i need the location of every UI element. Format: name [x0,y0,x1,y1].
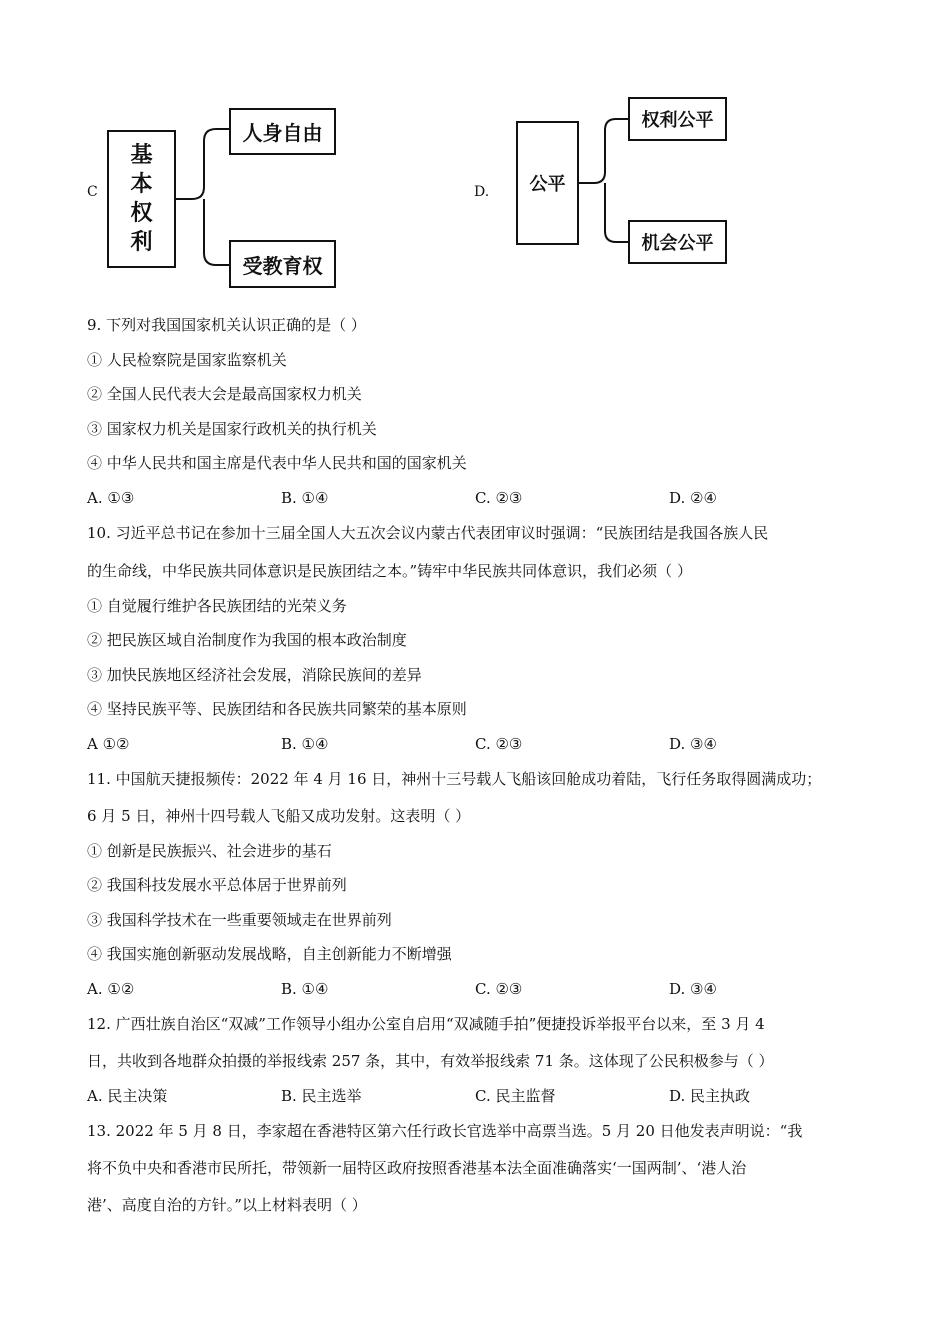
q10-item: ① 自觉履行维护各民族团结的光荣义务 [87,597,347,615]
q13-stem-line: 13. 2022 年 5 月 8 日，李家超在香港特区第六任行政长官选举中高票当选。5 月 20 日他发表声明说：“我 [87,1122,803,1140]
brace-d [579,119,628,242]
diagram-d-branch-bottom: 机会公平 [628,220,727,264]
q9-stem: 9. 下列对我国国家机关认识正确的是（ ） [87,316,366,334]
option-c-label: C [87,184,98,200]
diagram-d-branch-top: 权利公平 [628,97,727,141]
q10-option-d: D. ③④ [669,735,717,753]
diagram-connectors [0,0,950,300]
q10-stem-line: 的生命线，中华民族共同体意识是民族团结之本。”铸牢中华民族共同体意识，我们必须（ ） [87,562,692,580]
q13-stem-line: 将不负中央和香港市民所托，带领新一届特区政府按照香港基本法全面准确落实‘一国两制’、‘港人治 [87,1159,747,1177]
q10-item: ③ 加快民族地区经济社会发展，消除民族间的差异 [87,666,422,684]
q9-option-c: C. ②③ [475,489,523,507]
q9-option-a: A. ①③ [87,489,135,507]
diagram-c-root-char: 权 [130,201,153,226]
q11-option-a: A. ①② [87,980,135,998]
diagram-c-branch-top: 人身自由 [229,108,336,155]
diagram-c-branch-bottom: 受教育权 [229,240,336,288]
q12-option-c: C. 民主监督 [475,1087,556,1105]
q10-option-a: A ①② [87,735,130,753]
q11-option-c: C. ②③ [475,980,523,998]
q12-stem-line: 12. 广西壮族自治区“双减”工作领导小组办公室自启用“双减随手拍”便捷投诉举报平台以来，至 3 月 4 [87,1015,765,1033]
q9-item: ③ 国家权力机关是国家行政机关的执行机关 [87,420,377,438]
q11-item: ③ 我国科学技术在一些重要领域走在世界前列 [87,911,392,929]
diagram-c-root-char: 基 [130,143,153,168]
q10-option-c: C. ②③ [475,735,523,753]
q9-option-d: D. ②④ [669,489,717,507]
q9-item: ① 人民检察院是国家监察机关 [87,351,287,369]
diagram-c-root-char: 本 [130,172,153,197]
q9-item: ④ 中华人民共和国主席是代表中华人民共和国的国家机关 [87,454,467,472]
q12-stem-line: 日，共收到各地群众拍摄的举报线索 257 条，其中，有效举报线索 71 条。这体现了公民积极参与（ ） [87,1052,774,1070]
diagram-c-root-char: 利 [130,230,153,255]
q11-option-b: B. ①④ [281,980,329,998]
q11-item: ② 我国科技发展水平总体居于世界前列 [87,876,347,894]
q10-option-b: B. ①④ [281,735,329,753]
q11-item: ① 创新是民族振兴、社会进步的基石 [87,842,332,860]
brace-c [176,129,229,265]
option-d-label: D. [474,184,490,200]
q12-option-a: A. 民主决策 [87,1087,168,1105]
q11-stem-line: 6 月 5 日，神州十四号载人飞船又成功发射。这表明（ ） [87,807,471,825]
q9-item: ② 全国人民代表大会是最高国家权力机关 [87,385,362,403]
diagram-d-root-box: 公平 [516,121,579,245]
q10-item: ④ 坚持民族平等、民族团结和各民族共同繁荣的基本原则 [87,700,467,718]
q11-item: ④ 我国实施创新驱动发展战略，自主创新能力不断增强 [87,945,452,963]
q13-stem-line: 港’、高度自治的方针。”以上材料表明（ ） [87,1196,367,1214]
q9-option-b: B. ①④ [281,489,329,507]
q10-item: ② 把民族区域自治制度作为我国的根本政治制度 [87,631,407,649]
q12-option-d: D. 民主执政 [669,1087,751,1105]
q10-stem-line: 10. 习近平总书记在参加十三届全国人大五次会议内蒙古代表团审议时强调：“民族团结是我国各族人民 [87,524,769,542]
q11-stem-line: 11. 中国航天捷报频传：2022 年 4 月 16 日，神州十三号载人飞船该回舱成功着陆，飞行任务取得圆满成功； [87,770,822,788]
q11-option-d: D. ③④ [669,980,717,998]
q12-option-b: B. 民主选举 [281,1087,362,1105]
